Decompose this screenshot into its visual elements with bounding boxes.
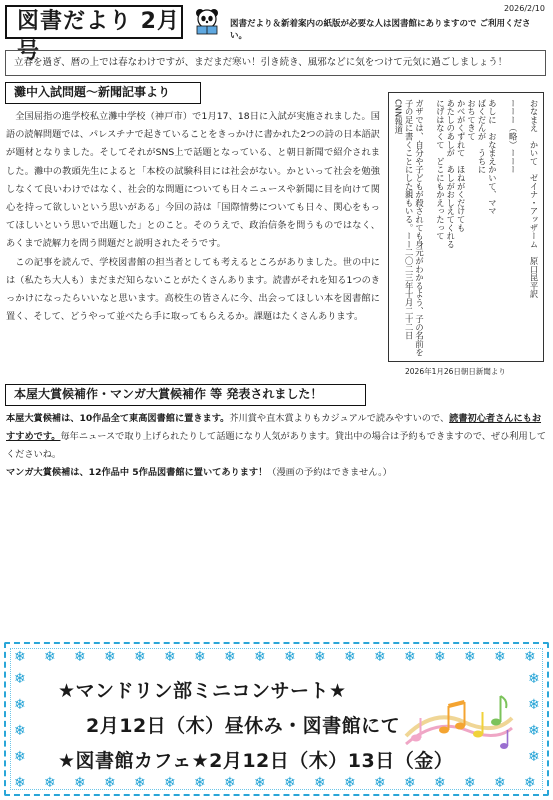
snowflake-icon: ❄	[284, 649, 296, 665]
snowflake-icon: ❄	[524, 775, 536, 791]
snowflake-icon: ❄	[164, 775, 176, 791]
snowflake-icon: ❄	[194, 775, 206, 791]
newsletter-title: 図書だより 2月号	[5, 5, 183, 39]
snowflake-icon: ❄	[374, 775, 386, 791]
snowflake-icon: ❄	[524, 649, 536, 665]
panda-reading-icon	[192, 6, 222, 36]
manga-lead: マンガ大賞候補は、12作品中 5作品図書館に置いてあります！	[6, 467, 268, 478]
article-awards	[6, 410, 548, 482]
snowflake-icon: ❄	[374, 649, 386, 665]
snowflake-icon: ❄	[464, 649, 476, 665]
note-green-icon	[491, 696, 506, 726]
snowflake-icon: ❄	[104, 649, 116, 665]
poem-caption: 2026年1月26日朝日新聞より	[405, 367, 506, 376]
snowflake-icon: ❄	[224, 775, 236, 791]
snowflake-icon: ❄	[224, 649, 236, 665]
snowflake-icon: ❄	[134, 649, 146, 665]
snowflake-icon: ❄	[494, 775, 506, 791]
section-heading-nada: 灘中入試問題～新聞記事より	[5, 82, 201, 104]
snowflake-icon: ❄	[314, 649, 326, 665]
snowflake-icon: ❄	[528, 671, 540, 687]
honya-recommend: 読書初心者さんにもおすすめです。	[6, 413, 542, 442]
award-paragraph-honya	[6, 410, 548, 464]
snowflake-icon: ❄	[284, 775, 296, 791]
issue-date: 2026/2/10	[503, 4, 545, 13]
snowflake-icon: ❄	[254, 775, 266, 791]
snowflake-icon: ❄	[404, 649, 416, 665]
header-note: 図書だより＆新着案内の紙版が必要な人は図書館にありますので ご利用ください。	[230, 19, 531, 41]
snowflake-icon: ❄	[344, 649, 356, 665]
snowflake-icon: ❄	[14, 749, 26, 765]
honya-lead: 本屋大賞候補は、10作品全て東高図書館に置きます。	[6, 413, 230, 424]
poem-box	[388, 92, 544, 362]
snowflake-icon: ❄	[528, 723, 540, 739]
snowflake-icon: ❄	[494, 649, 506, 665]
article-paragraph: この記事を読んで、学校図書館の担当者としても考えるところがありました。世の中には（私たち大人も）まだまだ知らないことがたくさんあります。読書がそれを知る1つのきっかけになったらいいなと思います。高校生の皆さんに今、出会ってほしい本を図書館に置く、そして、どうやって並べたら手に取ってもらえるか。課題はたくさんあります。	[6, 256, 380, 323]
snowflake-icon: ❄	[14, 697, 26, 713]
honya-text: 芥川賞や直木賞よりもカジュアルで読みやすいので、	[229, 413, 450, 424]
article-nada	[6, 108, 380, 326]
snowflake-icon: ❄	[528, 749, 540, 765]
snowflake-icon: ❄	[14, 775, 26, 791]
snowflake-icon: ❄	[14, 723, 26, 739]
snowflake-icon: ❄	[14, 671, 26, 687]
snowflake-icon: ❄	[44, 775, 56, 791]
honya-text-2: 毎年ニュースで取り上げられたりして話題になり人気があります。貸出中の場合は予約もできますので、ぜひ利用してくださいね。	[6, 431, 547, 460]
snowflake-icon: ❄	[434, 649, 446, 665]
manga-text: （漫画の予約はできません。）	[267, 467, 392, 478]
snowflake-icon: ❄	[104, 775, 116, 791]
poem-text: おなまえ かいて ゼイナ・アッザーム 原口昆平訳 ーーー（略）ーーー あしに おなまえかいて、ママ ばくだんが うちに おちてきて かべがくずれて ほねがくだけても あたしのあしが あしがおしえてくれる にげはなくて どこにもかえったって ガザでは、自分や子どもが殺されても身元がわかるよう、子の名前を子の足に書くことにした親もいる。ーー二〇二三年十月二十二日 CNN報道	[393, 99, 539, 357]
snowflake-icon: ❄	[74, 649, 86, 665]
award-paragraph-manga	[6, 464, 548, 482]
snowflake-icon: ❄	[528, 697, 540, 713]
intro-message: 立春を過ぎ、暦の上では春なわけですが、まだまだ寒い！引き続き、風邪などに気をつけて元気に過ごしましょう！	[5, 50, 546, 76]
snowflake-icon: ❄	[404, 775, 416, 791]
event-date: 2月12日（木）昼休み・図書館にて	[86, 715, 401, 737]
snowflake-icon: ❄	[434, 775, 446, 791]
snowflake-icon: ❄	[14, 649, 26, 665]
snowflake-icon: ❄	[344, 775, 356, 791]
snowflake-icon: ❄	[314, 775, 326, 791]
event-cafe: ★図書館カフェ★2月12日（木）13日（金）	[58, 750, 454, 772]
article-paragraph: 全国屈指の進学校私立灘中学校（神戸市）で1月17、18日に入試が実施されました。国語の読解問題では、パレスチナで起きていることをきっかけに書かれた2つの詩の日本語訳が題材となりました。そしてそれがSNS上で話題となっている、と朝日新聞で紹介されました。灘中の教頭先生によると「本校の試験科目には社会がない。かといって社会を勉強しなくて良いわけではなく、社会的な問題についても日々ニュースや新聞に目を向けて関心を持って欲しいという思いがある」今回の詩は「国際情勢についても日々、関心をもってほしいという思いで出題した」とのこと。そのうえで、政治信条を問うものではなく、あくまで読解力を問う問題だと説明されたそうです。	[6, 111, 380, 250]
snowflake-icon: ❄	[464, 775, 476, 791]
snowflake-icon: ❄	[44, 649, 56, 665]
snowflake-icon: ❄	[164, 649, 176, 665]
event-mandolin: ★マンドリン部ミニコンサート★	[58, 680, 347, 702]
snowflake-icon: ❄	[134, 775, 146, 791]
section-heading-awards: 本屋大賞候補作・マンガ大賞候補作 等 発表されました！	[5, 384, 366, 406]
snowflake-icon: ❄	[194, 649, 206, 665]
snowflake-icon: ❄	[74, 775, 86, 791]
music-notes-icon	[404, 688, 514, 758]
snowflake-icon: ❄	[254, 649, 266, 665]
